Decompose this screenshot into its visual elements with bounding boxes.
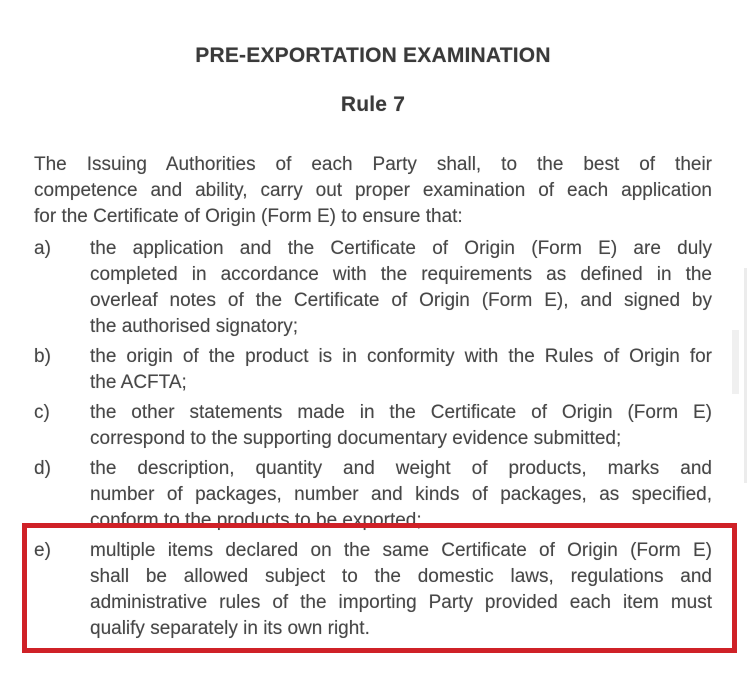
clause-line: overleaf notes of the Certificate of Origin (Form E), and signed by <box>90 290 712 311</box>
clause-line: the description, quantity and weight of products, marks and <box>90 458 712 479</box>
clause-line: the ACFTA; <box>90 372 187 393</box>
clause-marker: c) <box>34 402 50 423</box>
clause-item-c <box>34 400 712 452</box>
intro-line: The Issuing Authorities of each Party shall, to the best of their <box>34 154 712 175</box>
clause-text <box>90 344 712 396</box>
clause-line: conform to the products to be exported; <box>90 510 422 531</box>
clause-item-e <box>34 538 712 642</box>
clause-marker: b) <box>34 346 51 367</box>
clause-marker: d) <box>34 458 51 479</box>
rule-heading: Rule 7 <box>340 93 406 116</box>
document-content <box>34 0 712 646</box>
clause-line: completed in accordance with the requirements as defined in the <box>90 264 712 285</box>
clause-item-d <box>34 456 712 534</box>
clause-line: the application and the Certificate of Origin (Form E) are duly <box>90 238 712 259</box>
clause-text <box>90 538 712 642</box>
clause-item-b <box>34 344 712 396</box>
clause-text <box>90 236 712 340</box>
clause-list <box>34 236 712 642</box>
clause-text <box>90 400 712 452</box>
clause-marker: a) <box>34 238 51 259</box>
intro-line: competence and ability, carry out proper examination of each application <box>34 180 712 201</box>
clause-line: number of packages, number and kinds of packages, as specified, <box>90 484 712 505</box>
clause-line: multiple items declared on the same Certificate of Origin (Form E) <box>90 540 712 561</box>
scan-edge-artifact <box>744 268 747 483</box>
clause-line: shall be allowed subject to the domestic laws, regulations and <box>90 566 712 587</box>
clause-text <box>90 456 712 534</box>
clause-line: the other statements made in the Certificate of Origin (Form E) <box>90 402 712 423</box>
scan-smudge-artifact <box>732 330 739 394</box>
clause-line: the authorised signatory; <box>90 316 299 337</box>
document-title: PRE-EXPORTATION EXAMINATION <box>195 44 551 67</box>
clause-item-a <box>34 236 712 340</box>
clause-line: correspond to the supporting documentary evidence submitted; <box>90 428 622 449</box>
clause-marker: e) <box>34 540 51 561</box>
clause-line: qualify separately in its own right. <box>90 618 370 639</box>
clause-line: the origin of the product is in conformity with the Rules of Origin for <box>90 346 712 367</box>
intro-line: for the Certificate of Origin (Form E) to ensure that: <box>34 206 463 227</box>
clause-line: administrative rules of the importing Party provided each item must <box>90 592 712 613</box>
intro-paragraph <box>34 152 712 230</box>
